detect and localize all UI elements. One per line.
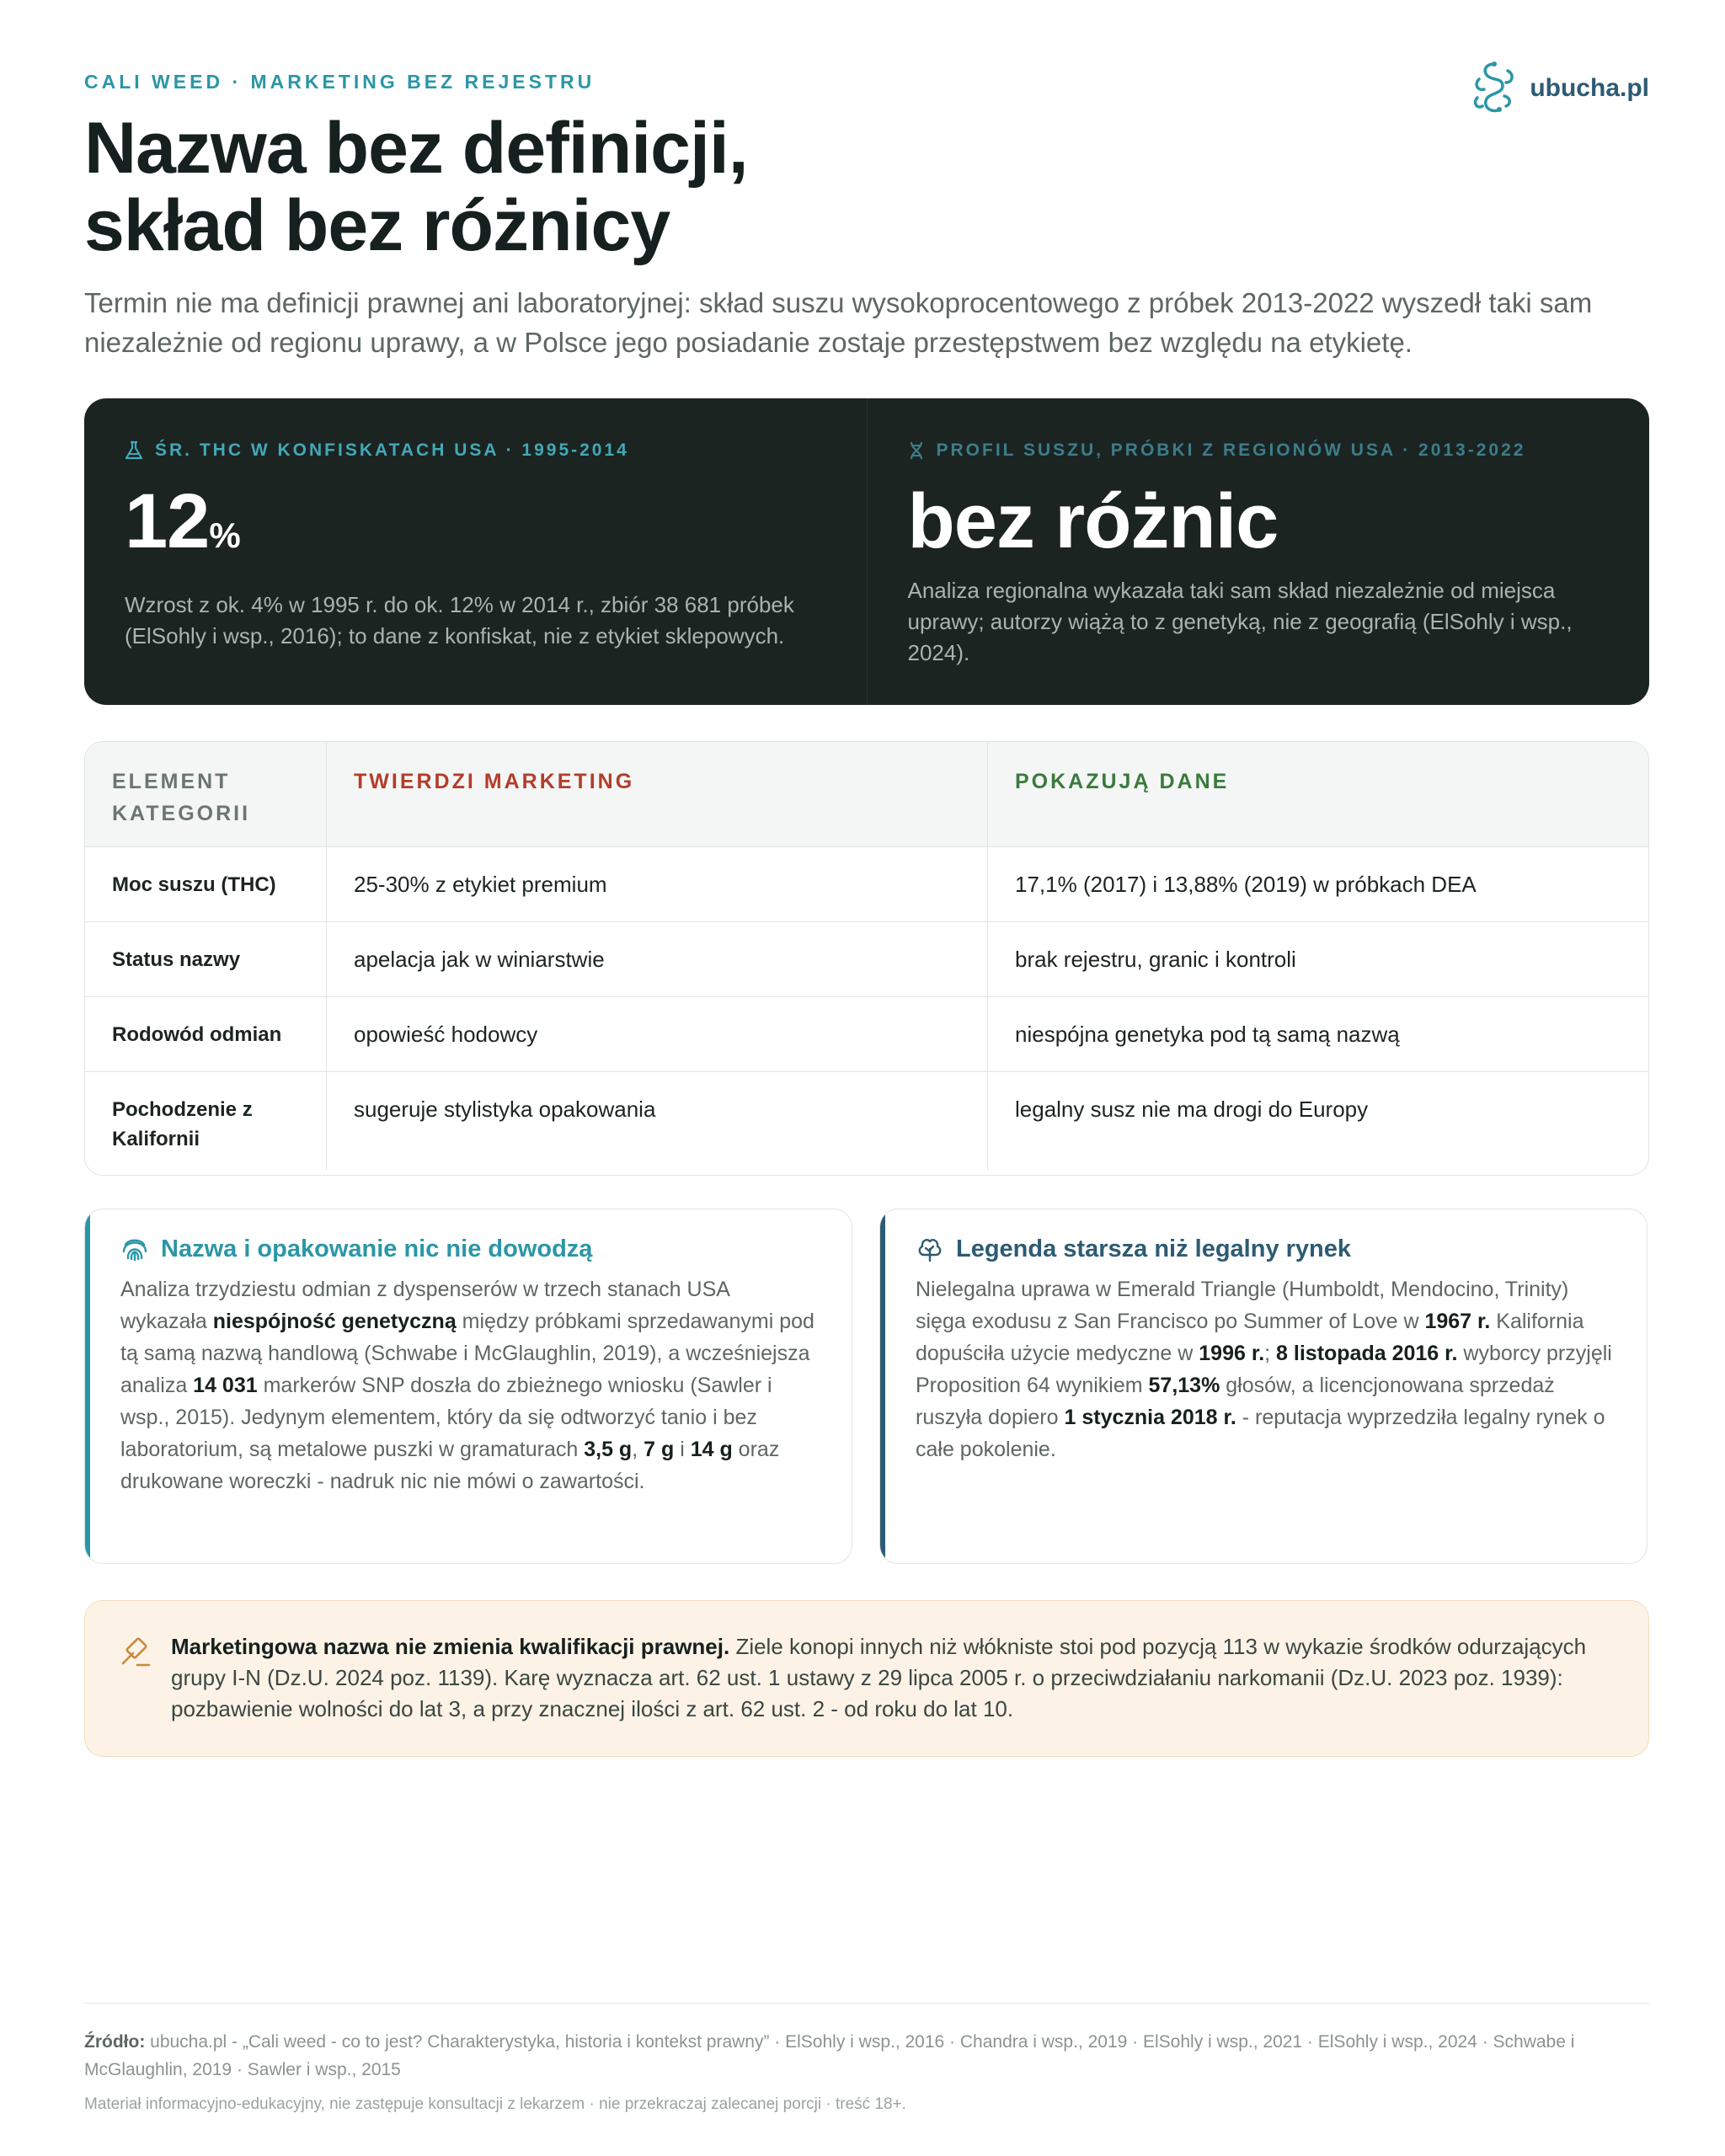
body-text: Kalifornia dopuściła użycie medyczne w [916, 1310, 1584, 1365]
brand-name: ubucha.pl [1530, 74, 1649, 102]
row-label: Moc suszu (THC) [85, 847, 327, 921]
body-text: głosów, a licencjonowana sprzedaż ruszyła dopiero [916, 1374, 1555, 1429]
page-title [84, 109, 748, 264]
dna-icon [908, 440, 925, 461]
title-line-2: skład bez różnicy [84, 185, 670, 266]
table-row [85, 921, 1648, 996]
data-finding: 17,1% (2017) i 13,88% (2019) w próbkach DEA [1015, 872, 1477, 897]
highlight-text: 1996 r. [1199, 1342, 1265, 1365]
stat-profile-label: PROFIL SUSZU, PRÓBKI Z REGIONÓW USA · 2013‑2022 [936, 440, 1526, 460]
body-text: Analiza trzydziestu odmian z dyspenserów w trzech stanach USA wykazała [120, 1278, 729, 1333]
highlight-text: 14 031 [193, 1374, 258, 1397]
card-name-packaging [84, 1209, 852, 1564]
marketing-claim: apelacja jak w winiarstwie [327, 922, 988, 996]
data-finding: niespójna genetyka pod tą samą nazwą [1015, 1022, 1400, 1047]
body-text: ; [1264, 1342, 1277, 1365]
row-label: Status nazwy [85, 922, 327, 996]
title-line-1: Nazwa bez definicji, [84, 108, 748, 189]
card-body [120, 1273, 818, 1497]
table-header-row [85, 742, 1648, 846]
card-title: Legenda starsza niż legalny rynek [956, 1235, 1352, 1262]
fingerprint-icon [120, 1235, 149, 1263]
source-text: ubucha.pl ‑ „Cali weed ‑ co to jest? Charakterystyka, historia i kontekst prawny” · ElSohly i wsp., 2016 · Chandra i wsp., 2019 · ElSohly i wsp., 2021 · ElSohly i wsp., 2024 · Schwabe i McGlaughlin, 2019 · Sawler i wsp., 2015 [84, 2032, 1575, 2079]
stat-thc [84, 398, 867, 705]
gavel-icon [119, 1636, 152, 1670]
tree-icon [916, 1235, 944, 1263]
header-element: ELEMENT KATEGORII [85, 742, 327, 846]
stat-profile-desc: Analiza regionalna wykazała taki sam skład niezależnie od miejsca uprawy; autorzy wiążą to z genetyką, nie z geografią (ElSohly i wsp., 2024). [907, 578, 1573, 665]
card-body [916, 1273, 1613, 1465]
notice-bold: Marketingowa nazwa nie zmienia kwalifikacji prawnej. [171, 1634, 730, 1659]
brand-logo[interactable] [1471, 59, 1649, 118]
marketing-claim: opowieść hodowcy [327, 997, 988, 1071]
highlight-text: niespójność genetyczną [212, 1310, 457, 1333]
table-row [85, 846, 1648, 921]
table-row [85, 996, 1648, 1071]
notice-text [171, 1631, 1615, 1756]
card-title-row [916, 1235, 1613, 1263]
row-label: Rodowód odmian [85, 997, 327, 1071]
highlight-text: 7 g [644, 1438, 675, 1461]
body-text: markerów SNP doszła do zbieżnego wniosku (Sawler i wsp., 2015). Jedynym elementem, który da się odtworzyć tanio i bez laboratorium, są metalowe puszki w gramaturach [120, 1374, 772, 1461]
body-text: , [632, 1438, 644, 1461]
stats-panel [84, 398, 1649, 705]
row-label: Pochodzenie z Kalifornii [85, 1072, 327, 1171]
body-text: oraz drukowane woreczki ‑ nadruk nic nie mówi o zawartości. [120, 1438, 780, 1493]
legal-notice [84, 1600, 1649, 1757]
lead-paragraph: Termin nie ma definicji prawnej ani laboratoryjnej: skład suszu wysokoprocentowego z próbek 2013‑2022 wyszedł taki sam niezależnie od regionu uprawy, a w Polsce jego posiadanie zostaje przestępstwem bez względu na etykietę. [84, 287, 1593, 358]
body-text: wyborcy przyjęli Proposition 64 wynikiem [916, 1342, 1612, 1397]
notice-body: Ziele konopi innych niż włókniste stoi pod pozycją 113 w wykazie środków odurzających grupy I‑N (Dz.U. 2024 poz. 1139). Karę wyznacza art. 62 ust. 1 ustawy z 29 lipca 2005 r. o przeciwdziałaniu narkomanii (Dz.U. 2023 poz. 1939): pozbawienie wolności do lat 3, a przy znacznej ilości z art. 62 ust. 2 ‑ od roku do lat 10. [171, 1634, 1587, 1721]
highlight-text: 14 g [690, 1438, 733, 1461]
highlight-text: 3,5 g [584, 1438, 633, 1461]
highlight-text: 1967 r. [1424, 1310, 1491, 1333]
stat-thc-desc: Wzrost z ok. 4% w 1995 r. do ok. 12% w 2014 r., zbiór 38 681 próbek (ElSohly i wsp., 2016); to dane z konfiskat, nie z etykiet sklepowych. [125, 592, 794, 648]
source-line [84, 2028, 1649, 2084]
stat-thc-unit: % [209, 515, 240, 555]
data-finding: legalny susz nie ma drogi do Europy [1015, 1097, 1369, 1122]
source-label: Źródło: [84, 2032, 146, 2052]
header-data: POKAZUJĄ DANE [1015, 770, 1230, 793]
stat-profile-label-row [908, 440, 1610, 461]
highlight-text: 8 listopada 2016 r. [1276, 1342, 1458, 1365]
stat-thc-value [125, 478, 826, 574]
stat-thc-number: 12 [125, 478, 210, 564]
ubucha-logo-icon [1471, 59, 1518, 118]
kicker: CALI WEED · MARKETING BEZ REJESTRU [84, 71, 595, 93]
card-legend [879, 1209, 1648, 1564]
header-marketing: TWIERDZI MARKETING [327, 742, 988, 846]
stat-thc-label-row [125, 440, 826, 461]
disclaimer: Materiał informacyjno‑edukacyjny, nie zastępuje konsultacji z lekarzem · nie przekraczaj zalecanej porcji · treść 18+. [84, 2095, 906, 2113]
body-text: Nielegalna uprawa w Emerald Triangle (Humboldt, Mendocino, Trinity) sięga exodusu z San Francisco po Summer of Love w [916, 1278, 1569, 1333]
highlight-text: 57,13% [1148, 1374, 1220, 1397]
flask-icon [125, 440, 143, 461]
data-finding: brak rejestru, granic i kontroli [1015, 947, 1296, 972]
table-row [85, 1071, 1648, 1171]
stat-profile-value: bez różnic [907, 478, 1279, 564]
card-title: Nazwa i opakowanie nic nie dowodzą [161, 1235, 593, 1262]
body-text: między próbkami sprzedawanymi pod tą samą nazwą handlową (Schwabe i McGlaughlin, 2019), a wcześniejsza analiza [120, 1310, 814, 1397]
footer-divider [84, 2003, 1649, 2004]
stat-thc-label: ŚR. THC W KONFISKATACH USA · 1995‑2014 [155, 440, 629, 460]
stat-profile [867, 398, 1650, 705]
marketing-claim: 25‑30% z etykiet premium [327, 847, 988, 921]
body-text: i [674, 1438, 691, 1461]
body-text: ‑ reputacja wyprzedziła legalny rynek o całe pokolenie. [916, 1406, 1605, 1461]
comparison-table [84, 741, 1649, 1176]
marketing-claim: sugeruje stylistyka opakowania [327, 1072, 988, 1171]
card-title-row [120, 1235, 818, 1263]
highlight-text: 1 stycznia 2018 r. [1064, 1406, 1236, 1429]
